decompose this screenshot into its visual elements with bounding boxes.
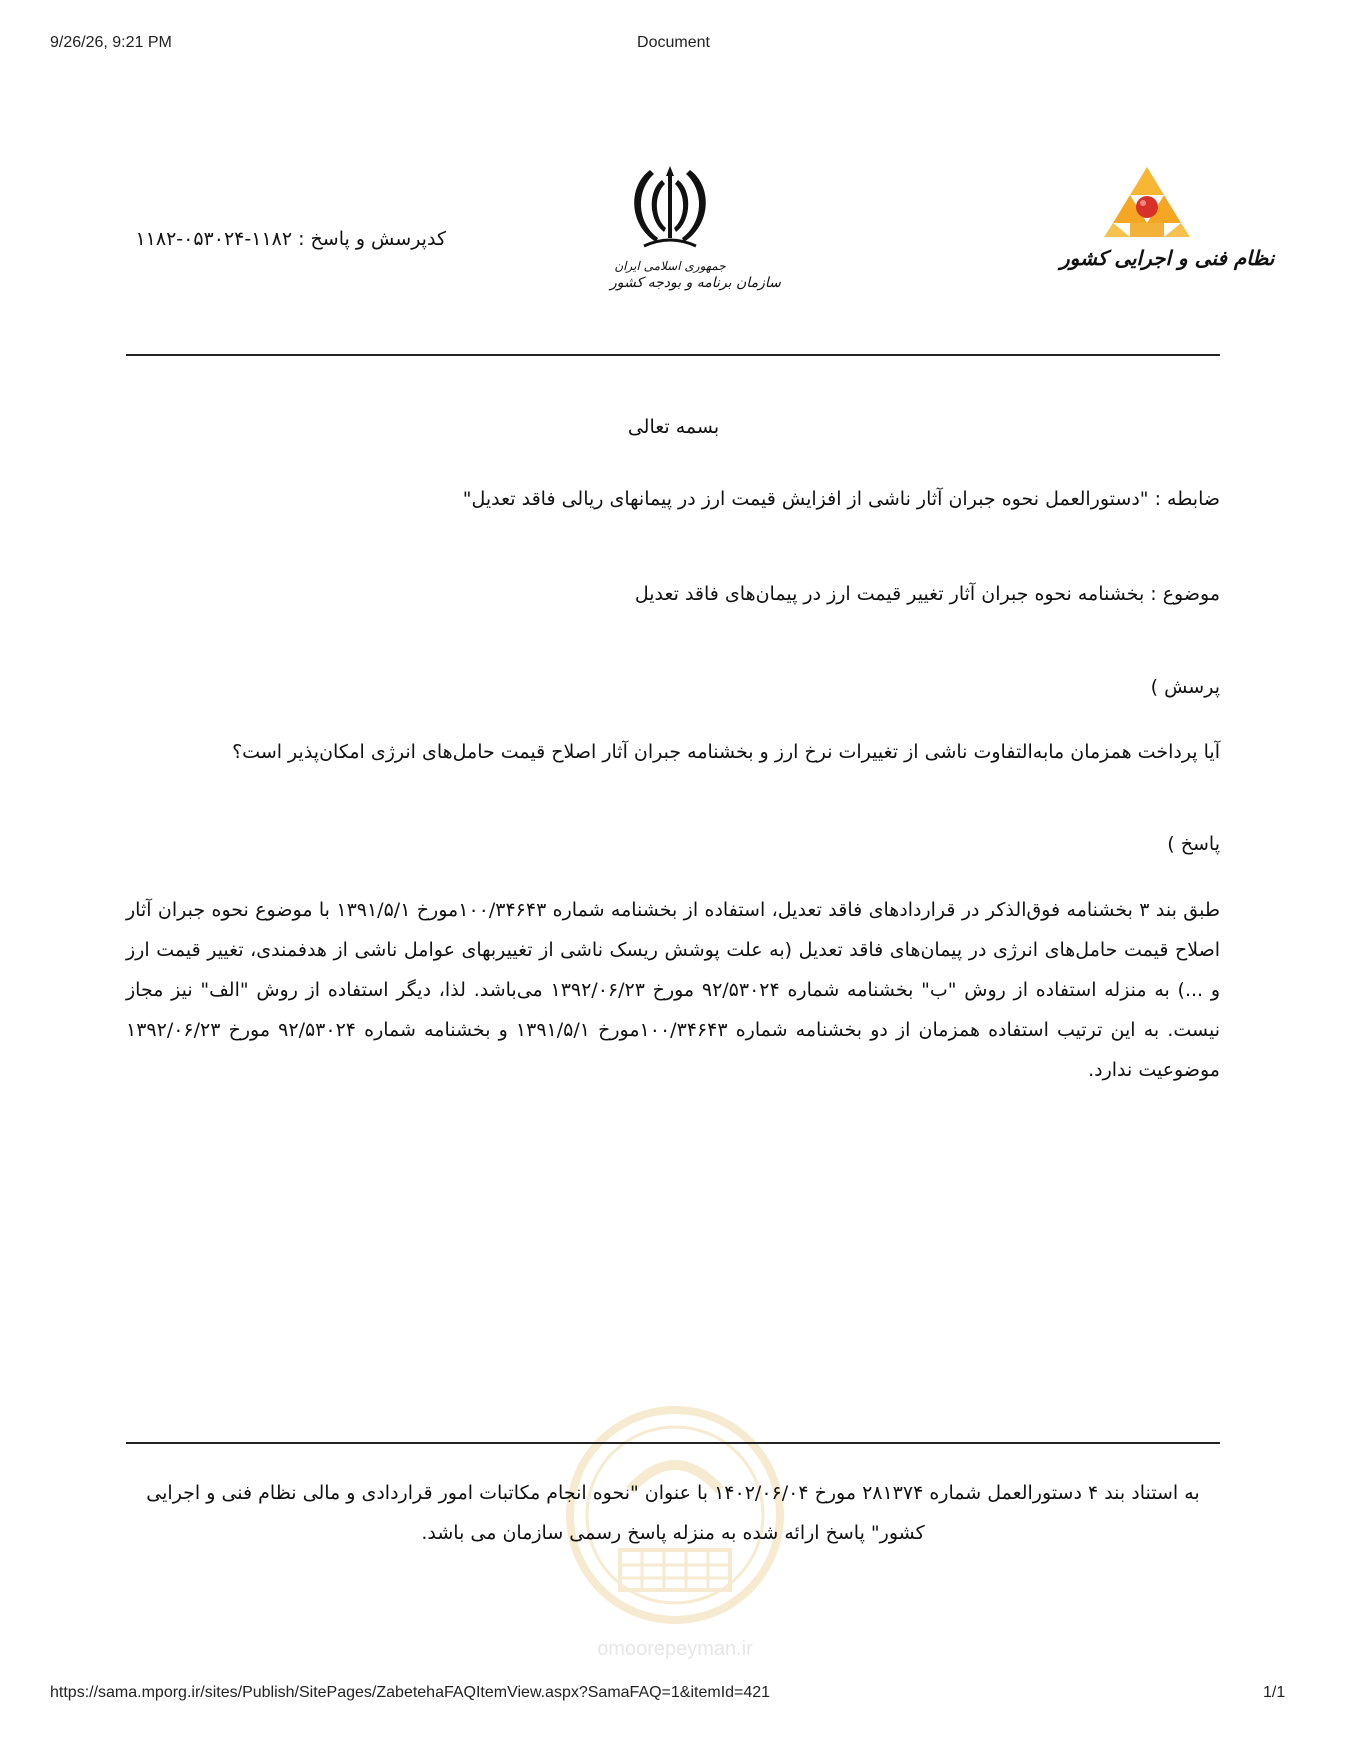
emblem-caption-2: سازمان برنامه و بودجه کشور [610, 275, 781, 291]
question-label: پرسش ) [1150, 676, 1220, 698]
print-url: https://sama.mporg.ir/sites/Publish/SitePages/ZabetehaFAQItemView.aspx?SamaFAQ=1&itemId=421 [50, 1684, 771, 1701]
print-title: Document [637, 34, 710, 51]
right-logo-caption: نظام فنی و اجرایی کشور [1060, 246, 1275, 270]
print-datetime: 9/26/26, 9:21 PM [50, 34, 172, 51]
footer-note: به استناد بند ۴ دستورالعمل شماره ۲۸۱۳۷۴ مورخ ۱۴۰۲/۰۶/۰۴ با عنوان "نحوه انجام مکاتبات امور قراردادی و مالی نظام فنی و اجرایی کشور" پاسخ ارائه شده به منزله پاسخ رسمی سازمان می باشد. [146, 1482, 1200, 1544]
center-logo [610, 158, 781, 308]
subject-line: موضوع : بخشنامه نحوه جبران آثار تغییر قیمت ارز در پیمان‌های فاقد تعدیل [634, 583, 1220, 605]
print-page-number: 1/1 [1263, 1684, 1286, 1701]
answer-label: پاسخ ) [1167, 833, 1220, 855]
iran-emblem-icon [610, 158, 730, 253]
watermark-text: omoorepeyman.ir [597, 1638, 753, 1660]
salutation: بسمه تعالی [627, 416, 720, 438]
regulation-title: ضابطه : "دستورالعمل نحوه جبران آثار ناشی از افزایش قیمت ارز در پیمانهای ریالی فاقد تعدیل" [462, 488, 1220, 510]
question-text: آیا پرداخت همزمان مابه‌التفاوت ناشی از تغییرات نرخ ارز و بخشنامه جبران آثار اصلاح قیمت حامل‌های انرژی امکان‌پذیر است؟ [232, 741, 1220, 763]
footer-divider [126, 1442, 1220, 1444]
reference-code: کدپرسش و پاسخ : ۱۱۸۲-۰۵۳۰۲۴-۱۱۸۲ [135, 228, 446, 250]
header-divider [126, 354, 1220, 356]
emblem-caption-1: جمهوری اسلامی ایران [614, 259, 726, 273]
technical-system-logo-icon [1102, 165, 1192, 240]
right-logo [1060, 165, 1275, 305]
answer-text: طبق بند ۳ بخشنامه فوق‌الذکر در قراردادهای فاقد تعدیل، استفاده از بخشنامه شماره ۱۰۰/۳۴۶۴۳مورخ ۱۳۹۱/۵/۱ با موضوع نحوه جبران آثار اصلاح قیمت حامل‌های انرژی در پیمان‌های فاقد تعدیل (به علت پوشش ریسک ناشی از تغییربهای عوامل ناشی از هدفمندی، تغییر قیمت ارز و ...) به منزله استفاده از روش "ب" بخشنامه شماره ۹۲/۵۳۰۲۴ مورخ ۱۳۹۲/۰۶/۲۳ می‌باشد. لذا، دیگر استفاده از روش "الف" نیز مجاز نیست. به این ترتیب استفاده همزمان از دو بخشنامه شماره ۱۰۰/۳۴۶۴۳مورخ ۱۳۹۱/۵/۱ و بخشنامه شماره ۹۲/۵۳۰۲۴ مورخ ۱۳۹۲/۰۶/۲۳ موضوعیت ندارد. [126, 899, 1220, 1081]
